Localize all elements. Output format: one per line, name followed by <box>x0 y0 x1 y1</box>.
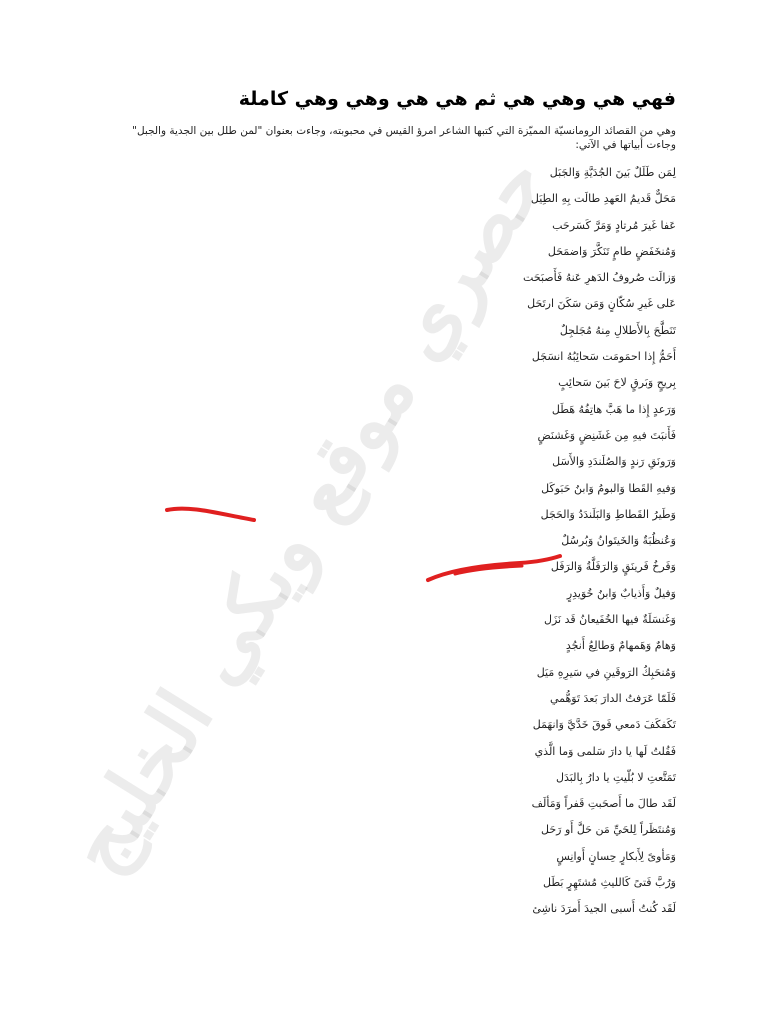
verse-line: وَطَيرُ القَطاطِ وَالبَلَندَدُ وَالحَجَل <box>540 507 676 521</box>
verse-line: عَفا غَيرَ مُرتادٍ وَمَرَّ كَسَرحَب <box>552 218 676 232</box>
red-stroke-left <box>167 509 254 520</box>
verse-line: أَحَمُّ إِذا احمَومَت سَحائِبُهُ انسَجَل <box>531 350 676 364</box>
verse-line: وَفيهِ القَطا وَالبومُ وَابنُ حَبَوكَل <box>541 481 676 495</box>
verse-line: فَقُلتُ لَها يا دارَ سَلمى وَما الَّذي <box>534 744 676 758</box>
watermark-text: حصري موقع ويكي الخليج <box>50 140 565 889</box>
verse-line: وَزالَت صُروفُ الدَهرِ عَنهُ فَأَصبَحَت <box>523 271 676 285</box>
verse-list <box>376 164 676 927</box>
verse-line: لَقَد طالَ ما أَصحَبتِ قَفراً وَمَألَف <box>531 797 676 811</box>
verse-line: تَمَتَّعتِ لا بُلّيتِ يا دارُ بِالبَدَل <box>556 770 676 784</box>
verse-line: وَمَأوىً لِأَبكارٍ حِسانٍ أَوانِسٍ <box>556 849 676 863</box>
verse-line: وَغَنسَلَةٌ فيها الخُفَيعانُ قَد نَزَل <box>543 613 676 627</box>
verse-line: وَمُنتَظَراً لِلحَيِّ مَن حَلَّ أَو رَحَل <box>541 823 676 837</box>
verse-line: بِريحٍ وَبَرقٍ لاحَ بَينَ سَحائِبٍ <box>558 376 676 390</box>
verse-line: وَفيلٌ وَأَذيابٌ وَابنُ خُوَيدِرٍ <box>566 586 676 600</box>
verse-line: لِمَن طَلَلٌ بَينَ الجُدَيَّةِ وَالجَبَل <box>549 166 676 179</box>
verse-line: عَلى غَيرِ سُكّانٍ وَمَن سَكَنَ ارتَحَل <box>527 297 676 311</box>
verse-line: فَلَمّا عَرَفتُ الدارَ بَعدَ تَوَهُّمي <box>549 691 676 705</box>
verse-line: مَحَلٌّ قَديمُ العَهدِ طالَت بِهِ الطِيَل <box>530 192 676 206</box>
verse-line: تَنَطَّحَ بِالأَطلالِ مِنهُ مُجَلجِلٌ <box>559 323 676 337</box>
page-title: فهي هي وهي هي ثم هي هي وهي وهي كاملة <box>238 88 676 110</box>
verse-line: تَكَفكَفَ دَمعي فَوقَ خَدَّيَّ وَانهَمَل <box>532 718 676 732</box>
verse-line: لَقَد كُنتُ أَسبى الجيدَ أَمرَدَ ناشِئ <box>532 902 676 916</box>
verse-line: وَمُنحَبِكُ الرَوقَينِ في سَيرِهِ مَيَل <box>536 665 676 679</box>
verse-line: وَفَرخُ فَرينَقٍ وَالرَفَلَّةُ وَالرَفَل <box>550 560 676 574</box>
verse-line: فَأَنبَتَ فيهِ مِن غَشَنِضٍ وَغَشنَضٍ <box>537 428 676 442</box>
intro-paragraph: وهي من القصائد الرومانسيّة المميّزة التي كتبها الشاعر امرؤ القيس في محبوبته، وجاءت بعنوان "لمن طلل بين الجدية والجبل" وجاءت أبياتها في الآتي: <box>132 125 676 151</box>
verse-line: وَرَونَقِ رَندٍ وَالصُلَندَدِ وَالأَسَل <box>552 455 676 469</box>
verse-line: وَرُبَّ فَتىً كَالليثِ مُشتَهِرٍ بَطَل <box>543 876 676 890</box>
verse-line: وَعُنظُبَةٌ وَالخَيتَوانُ وَبُرسُلٌ <box>561 534 676 548</box>
verse-line: وَهامٌ وَهَمهامٌ وَطالِعُ أَنجُدٍ <box>565 639 676 653</box>
verse-line: وَرَعدٍ إِذا ما هَبَّ هاتِفُهُ هَطَل <box>551 402 676 416</box>
verse-line: وَمُنخَفَضٍ طامٍ تَنَكَّرَ وَاضمَحَل <box>547 244 676 258</box>
